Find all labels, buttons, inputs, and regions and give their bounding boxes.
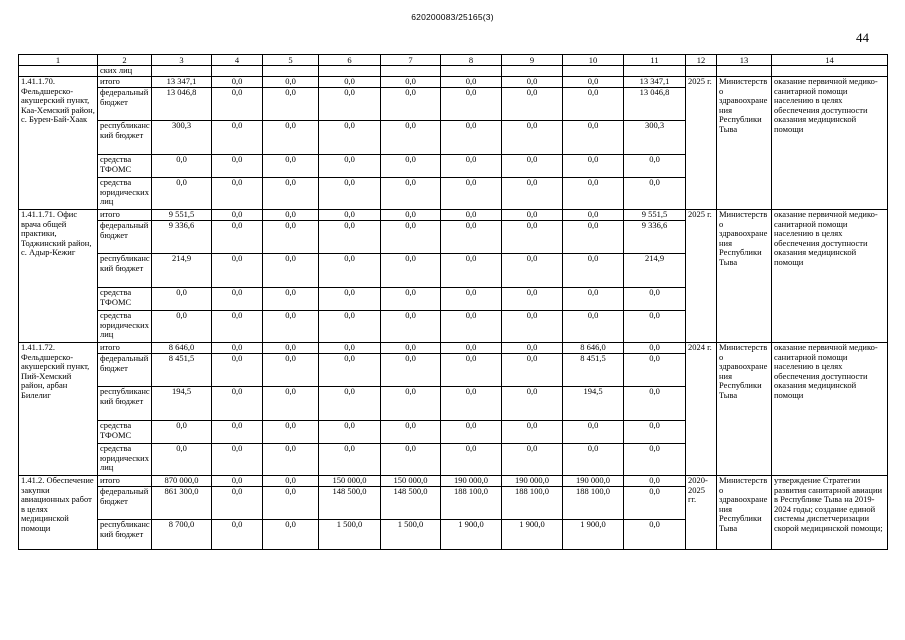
amount-cell: 0,0: [441, 210, 502, 221]
amount-cell: 0,0: [263, 254, 319, 288]
funding-source-cell: республиканский бюджет: [98, 387, 152, 421]
amount-cell: 150 000,0: [381, 476, 441, 487]
column-header: 4: [212, 55, 263, 66]
amount-cell: 0,0: [212, 387, 263, 421]
amount-cell: 13 347,1: [624, 77, 686, 88]
amount-cell: 0,0: [212, 88, 263, 121]
amount-cell: 0,0: [263, 387, 319, 421]
amount-cell: 0,0: [319, 444, 381, 476]
amount-cell: 194,5: [563, 387, 624, 421]
amount-cell: 0,0: [441, 387, 502, 421]
amount-cell: 0,0: [624, 487, 686, 520]
amount-cell: 0,0: [319, 221, 381, 254]
document-code: 620200083/25165(3): [411, 12, 494, 22]
column-header: 1: [19, 55, 98, 66]
amount-cell: 8 646,0: [563, 343, 624, 354]
amount-cell: 0,0: [441, 421, 502, 444]
amount-cell: 13 046,8: [152, 88, 212, 121]
amount-cell: 0,0: [152, 288, 212, 311]
amount-cell: 188 100,0: [502, 487, 563, 520]
budget-table: [18, 54, 888, 550]
amount-cell: 0,0: [212, 210, 263, 221]
amount-cell: 0,0: [502, 221, 563, 254]
amount-cell: 0,0: [624, 178, 686, 210]
amount-cell: 190 000,0: [441, 476, 502, 487]
amount-cell: 188 100,0: [441, 487, 502, 520]
amount-cell: 0,0: [263, 178, 319, 210]
amount-cell: 0,0: [381, 354, 441, 387]
amount-cell: 0,0: [441, 178, 502, 210]
column-header: 5: [263, 55, 319, 66]
amount-cell: 0,0: [563, 121, 624, 155]
result-cell: оказание первичной медико-санитарной помощи населению в целях обеспечения доступности оказания медицинской помощи: [772, 210, 888, 343]
amount-cell: 0,0: [441, 444, 502, 476]
amount-cell: 0,0: [319, 387, 381, 421]
amount-cell: 0,0: [624, 155, 686, 178]
amount-cell: 0,0: [502, 178, 563, 210]
amount-cell: 0,0: [441, 155, 502, 178]
amount-cell: 0,0: [381, 288, 441, 311]
amount-cell: 194,5: [152, 387, 212, 421]
funding-source-cell: итого: [98, 77, 152, 88]
amount-cell: 861 300,0: [152, 487, 212, 520]
amount-cell: 0,0: [624, 343, 686, 354]
executor-cell: Министерство здравоохранения Республики Тыва: [717, 77, 772, 210]
amount-cell: 0,0: [319, 121, 381, 155]
amount-cell: 0,0: [381, 387, 441, 421]
amount-cell: 0,0: [152, 178, 212, 210]
page-number: 44: [856, 30, 869, 45]
amount-cell: 0,0: [381, 178, 441, 210]
amount-cell: 0,0: [263, 520, 319, 550]
year-cell: 2025 г.: [686, 210, 717, 343]
result-cell: оказание первичной медико-санитарной помощи населению в целях обеспечения доступности оказания медицинской помощи: [772, 77, 888, 210]
event-name-cell: 1.41.1.72. Фельдшерско-акушерский пункт, Пий-Хемский район, арбан Билелиг: [19, 343, 98, 476]
amount-cell: 0,0: [441, 354, 502, 387]
amount-cell: 8 451,5: [152, 354, 212, 387]
amount-cell: 0,0: [502, 343, 563, 354]
funding-source-cell: итого: [98, 343, 152, 354]
amount-cell: 0,0: [502, 387, 563, 421]
amount-cell: 0,0: [502, 155, 563, 178]
amount-cell: 0,0: [502, 354, 563, 387]
amount-cell: 0,0: [319, 178, 381, 210]
amount-cell: 13 347,1: [152, 77, 212, 88]
amount-cell: 0,0: [502, 121, 563, 155]
amount-cell: 9 551,5: [152, 210, 212, 221]
result-cell: утверждение Стратегии развития санитарной авиации в Республике Тыва на 2019-2024 годы; создание единой системы диспетчеризации скорой медицинской помощи;: [772, 476, 888, 550]
amount-cell: 0,0: [263, 121, 319, 155]
amount-cell: 0,0: [563, 178, 624, 210]
funding-source-cell: средства юридических лиц: [98, 178, 152, 210]
result-cell: оказание первичной медико-санитарной помощи населению в целях обеспечения доступности оказания медицинской помощи: [772, 343, 888, 476]
amount-cell: 0,0: [319, 155, 381, 178]
amount-cell: 0,0: [212, 288, 263, 311]
year-cell: 2020-2025 гг.: [686, 476, 717, 550]
table-row: [19, 77, 888, 88]
funding-source-cell: федеральный бюджет: [98, 487, 152, 520]
amount-cell: 0,0: [502, 311, 563, 343]
amount-cell: 0,0: [563, 311, 624, 343]
amount-cell: 0,0: [263, 210, 319, 221]
amount-cell: 0,0: [624, 476, 686, 487]
amount-cell: 13 046,8: [624, 88, 686, 121]
funding-source-cell: средства юридических лиц: [98, 444, 152, 476]
amount-cell: 0,0: [263, 221, 319, 254]
amount-cell: 0,0: [381, 254, 441, 288]
year-cell: 2024 г.: [686, 343, 717, 476]
source-cell: ских лиц: [98, 66, 152, 77]
amount-cell: 1 900,0: [502, 520, 563, 550]
amount-cell: 0,0: [624, 444, 686, 476]
amount-cell: 0,0: [319, 210, 381, 221]
funding-source-cell: итого: [98, 476, 152, 487]
amount-cell: 0,0: [624, 421, 686, 444]
amount-cell: 0,0: [263, 444, 319, 476]
amount-cell: 0,0: [563, 254, 624, 288]
column-header: 13: [717, 55, 772, 66]
amount-cell: 0,0: [263, 288, 319, 311]
funding-source-cell: средства ТФОМС: [98, 155, 152, 178]
amount-cell: 148 500,0: [319, 487, 381, 520]
column-header: 8: [441, 55, 502, 66]
amount-cell: 0,0: [152, 421, 212, 444]
amount-cell: 0,0: [381, 221, 441, 254]
executor-cell: Министерство здравоохранения Республики Тыва: [717, 210, 772, 343]
amount-cell: 0,0: [624, 311, 686, 343]
amount-cell: 0,0: [319, 288, 381, 311]
amount-cell: 214,9: [152, 254, 212, 288]
amount-cell: 0,0: [502, 254, 563, 288]
funding-source-cell: федеральный бюджет: [98, 221, 152, 254]
amount-cell: 0,0: [381, 210, 441, 221]
amount-cell: 8 451,5: [563, 354, 624, 387]
funding-source-cell: федеральный бюджет: [98, 88, 152, 121]
amount-cell: 9 336,6: [624, 221, 686, 254]
amount-cell: 0,0: [263, 77, 319, 88]
amount-cell: 0,0: [563, 421, 624, 444]
amount-cell: 0,0: [563, 288, 624, 311]
amount-cell: 0,0: [624, 387, 686, 421]
amount-cell: 0,0: [212, 343, 263, 354]
funding-source-cell: средства ТФОМС: [98, 421, 152, 444]
amount-cell: 300,3: [624, 121, 686, 155]
amount-cell: 0,0: [441, 77, 502, 88]
amount-cell: 0,0: [381, 343, 441, 354]
amount-cell: 1 900,0: [563, 520, 624, 550]
event-name-cell: 1.41.1.71. Офис врача общей практики, Тоджинский район, с. Адыр-Кежиг: [19, 210, 98, 343]
column-header: 2: [98, 55, 152, 66]
amount-cell: 0,0: [441, 288, 502, 311]
amount-cell: 0,0: [381, 88, 441, 121]
amount-cell: 0,0: [212, 354, 263, 387]
amount-cell: 0,0: [212, 121, 263, 155]
amount-cell: 0,0: [263, 354, 319, 387]
amount-cell: 0,0: [212, 476, 263, 487]
funding-source-cell: средства юридических лиц: [98, 311, 152, 343]
executor-cell: Министерство здравоохранения Республики Тыва: [717, 476, 772, 550]
amount-cell: 0,0: [502, 77, 563, 88]
amount-cell: 9 336,6: [152, 221, 212, 254]
amount-cell: 1 900,0: [441, 520, 502, 550]
column-header: 9: [502, 55, 563, 66]
column-number-row: [19, 55, 888, 66]
amount-cell: 0,0: [263, 476, 319, 487]
amount-cell: 0,0: [212, 311, 263, 343]
amount-cell: 0,0: [319, 343, 381, 354]
amount-cell: 300,3: [152, 121, 212, 155]
table-row: [19, 476, 888, 487]
amount-cell: 0,0: [563, 210, 624, 221]
amount-cell: 0,0: [212, 421, 263, 444]
amount-cell: 0,0: [381, 77, 441, 88]
amount-cell: 0,0: [319, 254, 381, 288]
amount-cell: 0,0: [624, 288, 686, 311]
amount-cell: 0,0: [381, 155, 441, 178]
amount-cell: 0,0: [263, 88, 319, 121]
amount-cell: 0,0: [624, 354, 686, 387]
amount-cell: 0,0: [381, 421, 441, 444]
amount-cell: 0,0: [381, 121, 441, 155]
year-cell: 2025 г.: [686, 77, 717, 210]
amount-cell: 0,0: [212, 155, 263, 178]
amount-cell: 0,0: [263, 343, 319, 354]
amount-cell: 1 500,0: [381, 520, 441, 550]
amount-cell: 0,0: [319, 311, 381, 343]
amount-cell: 0,0: [212, 77, 263, 88]
amount-cell: 0,0: [263, 155, 319, 178]
amount-cell: 0,0: [152, 155, 212, 178]
amount-cell: 0,0: [563, 444, 624, 476]
funding-source-cell: средства ТФОМС: [98, 288, 152, 311]
amount-cell: 0,0: [263, 487, 319, 520]
carry-over-row: [19, 66, 888, 77]
amount-cell: 1 500,0: [319, 520, 381, 550]
column-header: 14: [772, 55, 888, 66]
amount-cell: 0,0: [441, 221, 502, 254]
column-header: 6: [319, 55, 381, 66]
amount-cell: 190 000,0: [502, 476, 563, 487]
funding-source-cell: республиканский бюджет: [98, 121, 152, 155]
amount-cell: 870 000,0: [152, 476, 212, 487]
amount-cell: 0,0: [319, 88, 381, 121]
table-row: [19, 343, 888, 354]
amount-cell: 0,0: [502, 210, 563, 221]
column-header: 12: [686, 55, 717, 66]
amount-cell: 0,0: [563, 88, 624, 121]
funding-source-cell: республиканский бюджет: [98, 520, 152, 550]
amount-cell: 0,0: [563, 77, 624, 88]
amount-cell: 0,0: [212, 487, 263, 520]
amount-cell: 188 100,0: [563, 487, 624, 520]
amount-cell: 0,0: [563, 155, 624, 178]
column-header: 3: [152, 55, 212, 66]
amount-cell: 8 700,0: [152, 520, 212, 550]
amount-cell: 0,0: [502, 421, 563, 444]
column-header: 10: [563, 55, 624, 66]
amount-cell: 0,0: [212, 178, 263, 210]
amount-cell: 0,0: [502, 288, 563, 311]
amount-cell: 0,0: [441, 254, 502, 288]
amount-cell: 0,0: [212, 444, 263, 476]
amount-cell: 0,0: [212, 254, 263, 288]
amount-cell: 9 551,5: [624, 210, 686, 221]
amount-cell: 0,0: [212, 221, 263, 254]
amount-cell: 148 500,0: [381, 487, 441, 520]
table-row: [19, 210, 888, 221]
amount-cell: 0,0: [441, 121, 502, 155]
executor-cell: Министерство здравоохранения Республики Тыва: [717, 343, 772, 476]
funding-source-cell: федеральный бюджет: [98, 354, 152, 387]
amount-cell: 0,0: [319, 421, 381, 444]
amount-cell: 0,0: [563, 221, 624, 254]
amount-cell: 0,0: [212, 520, 263, 550]
amount-cell: 0,0: [381, 311, 441, 343]
column-header: 7: [381, 55, 441, 66]
amount-cell: 0,0: [502, 88, 563, 121]
amount-cell: 0,0: [263, 311, 319, 343]
amount-cell: 190 000,0: [563, 476, 624, 487]
amount-cell: 0,0: [319, 77, 381, 88]
amount-cell: 0,0: [152, 444, 212, 476]
funding-source-cell: республиканский бюджет: [98, 254, 152, 288]
column-header: 11: [624, 55, 686, 66]
amount-cell: 0,0: [502, 444, 563, 476]
amount-cell: 0,0: [319, 354, 381, 387]
amount-cell: 0,0: [624, 520, 686, 550]
event-name-cell: 1.41.2. Обеспечение закупки авиационных работ в целях медицинской помощи: [19, 476, 98, 550]
amount-cell: 0,0: [381, 444, 441, 476]
amount-cell: 214,9: [624, 254, 686, 288]
amount-cell: 0,0: [263, 421, 319, 444]
amount-cell: 150 000,0: [319, 476, 381, 487]
amount-cell: 0,0: [152, 311, 212, 343]
amount-cell: 0,0: [441, 343, 502, 354]
event-name-cell: 1.41.1.70. Фельдшерско-акушерский пункт, Каа-Хемский район, с. Бурен-Бай-Хаак: [19, 77, 98, 210]
amount-cell: 0,0: [441, 311, 502, 343]
funding-source-cell: итого: [98, 210, 152, 221]
amount-cell: 0,0: [441, 88, 502, 121]
amount-cell: 8 646,0: [152, 343, 212, 354]
